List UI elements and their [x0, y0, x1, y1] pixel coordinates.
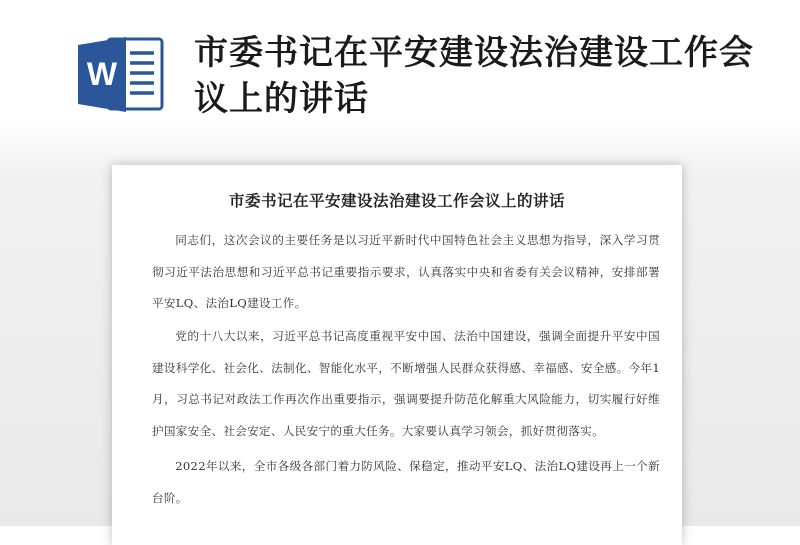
banner-title: 市委书记在平安建设法治建设工作会议上的讲话 — [194, 33, 754, 119]
paragraph-3: 2022年以来，全市各级各部门着力防风险、保稳定，推动平安LQ、法治LQ建设再上一个新台阶。 — [152, 459, 660, 505]
word-document-icon — [78, 37, 168, 112]
document-title: 市委书记在平安建设法治建设工作会议上的讲话 — [228, 191, 565, 210]
document-page — [112, 165, 682, 545]
paragraph-2: 党的十八大以来，习近平总书记高度重视平安中国、法治中国建设，强调全面提升平安中国建设科学化、社会化、法制化、智能化水平，不断增强人民群众获得感、幸福感、安全感。今年1月，习总书记对政法工作再次作出重要指示，强调要提升防范化解重大风险能力，切实履行好维护国家安全、社会安定、人民安宁的重大任务。大家要认真学习领会，抓好贯彻落实。 — [152, 329, 660, 438]
word-icon-letter: W — [86, 56, 118, 92]
header-banner — [0, 0, 800, 140]
paragraph-1: 同志们，这次会议的主要任务是以习近平新时代中国特色社会主义思想为指导，深入学习贯彻习近平法治思想和习近平总书记重要指示要求，认真落实中央和省委有关会议精神，安排部署平安LQ、法治LQ建设工作。 — [152, 233, 660, 310]
